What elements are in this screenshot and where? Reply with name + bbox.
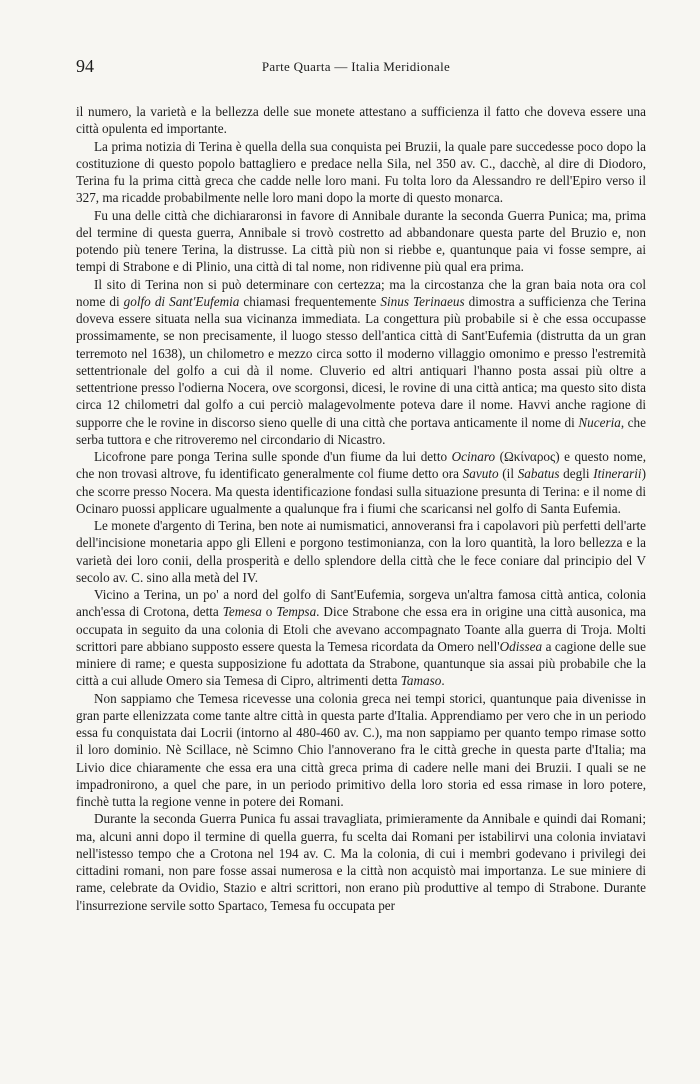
paragraph: [76, 207, 646, 276]
italic-text: Nuceria: [578, 414, 621, 430]
text-run: , che serba tuttora e che ritroveremo nel circondario di Nicastro.: [76, 414, 646, 447]
text-run: Vicino a Terina, un po' a nord del golfo di Sant'Eufemia, sorgeva un'altra famosa città antica, colonia anch'essa di Crotona, detta: [76, 587, 646, 620]
text-run: dimostra a sufficienza che Terina doveva essere situata nella sua vicinanza immediata. La congettura più probabile si è che essa occupasse prossimamente, se non precisamente, il luogo stesso dell'antica città di Sant'Eufemia (distrutta da un gran terremoto nel 1638), un chilometro e mezzo circa sotto il moderno villaggio omonimo e presso l'estremità settentrionale del golfo a cui dà il nome. Cluverio ed altri antiquari l'hanno posta assai più oltre a settentrione presso l'odierna Nocera, ove scorgonsi, dicesi, le rovine di una città antica; ma questo sito dista circa 12 chilometri dal golfo a cui perciò malagevolmente poteva dare il nome. Havvi anche ragione di supporre che le rovine in discorso sieno quelle di una città che portava anticamente il nome di: [76, 293, 646, 430]
paragraph: [76, 810, 646, 914]
paragraph: [76, 138, 646, 207]
text-run: a cagione delle sue miniere di rame; e questa supposizione fu adottata da Strabone, quantunque sia assai più probabile che la città a cui allude Omero sia Temesa di Cipro, altrimenti detta: [76, 638, 646, 689]
paragraph: [76, 448, 646, 517]
text-run: Il sito di Terina non si può determinare con certezza; ma la circostanza che la gran baia nota ora col nome di: [76, 276, 646, 309]
italic-text: Savuto: [462, 466, 499, 482]
italic-text: Sinus Terinaeus: [380, 293, 465, 309]
text-run: degli: [559, 466, 594, 482]
text-run: Durante la seconda Guerra Punica fu assai travagliata, primieramente da Annibale e quindi dai Romani; ma, alcuni anni dopo il termine di quella guerra, fu scelta dai Romani per istabilirvi una colonia inviatavi nell'istesso tempo che a Crotona nel 194 av. C. Ma la colonia, di cui i membri godevano i privilegi dei cittadini romani, non pare fosse assai numerosa e la città non acquistò mai importanza. Le sue miniere di rame, celebrate da Ovidio, Stazio e altri scrittori, non erano più produttive al tempo di Strabone. Durante l'insurrezione servile sotto Spartaco, Temesa fu occupata per: [76, 811, 646, 913]
page-header: [76, 56, 636, 80]
text-run: ) che scorre presso Nocera. Ma questa identificazione fondasi sulla situazione presunta di Terina: e il nome di Ocinaro puossi applicare ugualmente a qualunque fra i fiumi che scaricansi nel golfo di Santa Eufemia.: [76, 466, 646, 516]
italic-text: Tamaso: [400, 673, 442, 689]
paragraph: [76, 103, 646, 138]
italic-text: Ocinaro: [451, 449, 496, 464]
text-run: il numero, la varietà e la bellezza delle sue monete attestano a sufficienza il fatto che doveva essere una città opulenta ed importante.: [76, 104, 646, 137]
body-text: [76, 103, 646, 914]
paragraph: [76, 586, 646, 690]
text-run: Le monete d'argento di Terina, ben note ai numismatici, annoveransi fra i capolavori più perfetti dell'arte dell'incisione monetaria appo gli Elleni e porgono testimonianza, con la loro quantità, la loro bellezza e la varietà dei loro conii, della prosperità e dello splendore della città che le fece coniare dal principio del V secolo av. C. sino alla metà del IV.: [76, 518, 646, 585]
italic-text: Temesa: [222, 604, 262, 620]
text-run: . Dice Strabone che essa era in origine una città ausonica, ma occupata in seguito da una colonia di Etoli che avevano accompagnato Toante alla guerra di Troja. Molti scrittori pare abbiano supposto essere questa la Temesa ricordata da Omero nell': [76, 604, 646, 654]
italic-text: Tempsa: [276, 604, 317, 620]
italic-text: Itinerarii: [593, 466, 642, 482]
italic-text: golfo di Sant'Eufemia: [123, 293, 240, 309]
text-run: .: [441, 673, 445, 689]
text-run: Fu una delle città che dichiararonsi in favore di Annibale durante la seconda Guerra Punica; ma, prima del termine di questa guerra, Annibale si trovò costretto ad abbandonare questa parte del Bruzio e, non potendo più tenere Terina, la distrusse. La città più non si riebbe e, quantunque paia vi fosse sempre, ai tempi di Strabone e di Plinio, una città di tal nome, non ridivenne più qual era prima.: [76, 207, 646, 275]
italic-text: Odissea: [499, 638, 543, 654]
text-run: Licofrone pare ponga Terina sulle sponde d'un fiume da lui detto: [94, 449, 452, 464]
paragraph: [76, 517, 646, 586]
text-run: (Ωκίναρος) e questo nome, che non trovasi altrove, fu identificato generalmente col fiume detto ora: [76, 449, 646, 482]
italic-text: Sabatus: [517, 466, 560, 482]
running-head: Parte Quarta — Italia Meridionale: [261, 59, 451, 74]
paragraph: [76, 690, 646, 811]
paragraph: [76, 276, 646, 449]
page-number: 94: [76, 56, 94, 76]
text-run: (il: [498, 466, 518, 482]
text-run: o: [261, 604, 277, 620]
text-run: Non sappiamo che Temesa ricevesse una colonia greca nei tempi storici, quantunque paia divenisse in gran parte ellenizzata come tante altre città in questa parte d'Italia. Apprendiamo per vero che in un periodo essa fu conquistata dai Locrii (intorno al 480-460 av. C.), ma non sappiamo per quanto tempo rimase sotto il loro dominio. Nè Scillace, nè Scimno Chio l'annoverano fra le città greche in questa parte d'Italia; ma Livio dice chiaramente che essa era una città greca prima di cadere nelle mani dei Bruzii. I quali se ne impadronirono, a quel che pare, in un periodo primitivo della loro storia ed essa rimase in loro potere, finchè tutta la regione venne in potere dei Romani.: [76, 690, 646, 809]
text-run: La prima notizia di Terina è quella della sua conquista pei Bruzii, la quale pare succedesse poco dopo la costituzione di questo popolo battagliero e predace nella Sila, nel 350 av. C., dacchè, al dire di Diodoro, Terina fu la prima città greca che cadde nelle loro mani. Fu tolta loro da Alessandro re dell'Epiro verso il 327, ma ricadde probabilmente nelle loro mani dopo la morte di questo monarca.: [76, 138, 646, 206]
text-run: chiamasi frequentemente: [239, 293, 381, 309]
